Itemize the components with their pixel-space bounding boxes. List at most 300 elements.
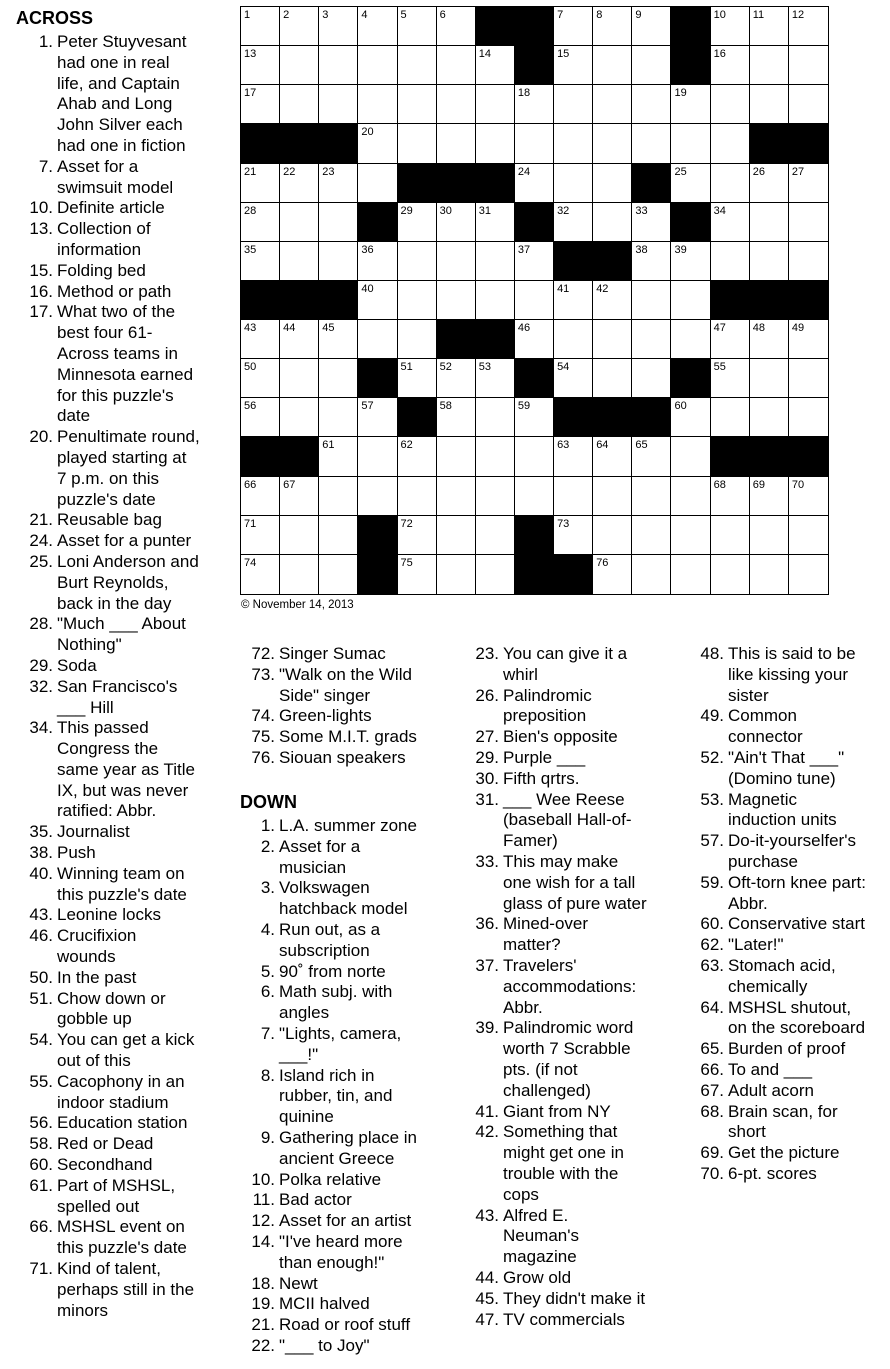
grid-cell[interactable] xyxy=(319,555,358,594)
grid-cell[interactable] xyxy=(241,320,280,359)
grid-cell[interactable] xyxy=(319,242,358,281)
clue-item[interactable] xyxy=(695,644,890,706)
clue-item[interactable] xyxy=(695,1081,890,1102)
clue-item[interactable] xyxy=(695,873,890,915)
clue-text-line: MCII halved xyxy=(279,1294,370,1314)
grid-cell[interactable] xyxy=(554,320,593,359)
grid-cell[interactable] xyxy=(476,203,515,242)
clue-item[interactable] xyxy=(246,1211,466,1232)
grid-cell[interactable] xyxy=(280,7,319,46)
clue-item[interactable] xyxy=(24,1259,234,1321)
clue-item[interactable] xyxy=(470,852,692,914)
grid-cell[interactable] xyxy=(593,477,632,516)
grid-cell[interactable] xyxy=(515,437,554,476)
grid-cell[interactable] xyxy=(789,242,828,281)
black-square xyxy=(280,437,319,476)
grid-cell[interactable] xyxy=(398,477,437,516)
grid-cell[interactable] xyxy=(398,555,437,594)
grid-cell[interactable] xyxy=(280,359,319,398)
grid-cell[interactable] xyxy=(593,359,632,398)
grid-cell[interactable] xyxy=(476,242,515,281)
clue-number: 24. xyxy=(29,531,53,551)
clue-item[interactable] xyxy=(695,1102,890,1144)
grid-cell[interactable] xyxy=(671,516,710,555)
grid-cell[interactable] xyxy=(711,477,750,516)
grid-cell[interactable] xyxy=(632,320,671,359)
grid-cell[interactable] xyxy=(280,164,319,203)
clue-item[interactable] xyxy=(246,878,466,920)
clue-item[interactable] xyxy=(246,920,466,962)
clue-item[interactable] xyxy=(24,302,234,427)
grid-cell[interactable] xyxy=(319,7,358,46)
grid-cell[interactable] xyxy=(476,124,515,163)
grid-cell[interactable] xyxy=(241,477,280,516)
grid-cell[interactable] xyxy=(241,164,280,203)
clue-item[interactable] xyxy=(695,706,890,748)
grid-cell[interactable] xyxy=(789,85,828,124)
clue-text-line: Peter Stuyvesant xyxy=(57,32,187,51)
clue-item[interactable] xyxy=(24,1217,234,1259)
grid-cell[interactable] xyxy=(554,359,593,398)
grid-cell[interactable] xyxy=(593,85,632,124)
grid-cell[interactable] xyxy=(750,164,789,203)
clue-item[interactable] xyxy=(695,956,890,998)
clue-item[interactable] xyxy=(24,864,234,906)
grid-cell[interactable] xyxy=(711,359,750,398)
clue-item[interactable] xyxy=(470,1206,692,1268)
grid-cell[interactable] xyxy=(280,555,319,594)
clue-item[interactable] xyxy=(246,727,466,748)
grid-cell[interactable] xyxy=(750,516,789,555)
grid-cell[interactable] xyxy=(711,203,750,242)
grid-cell[interactable] xyxy=(398,203,437,242)
clue-item[interactable] xyxy=(24,677,234,719)
grid-cell[interactable] xyxy=(280,516,319,555)
clue-item[interactable] xyxy=(470,1122,692,1205)
grid-cell[interactable] xyxy=(241,555,280,594)
grid-cell[interactable] xyxy=(789,477,828,516)
grid-cell[interactable] xyxy=(789,7,828,46)
clue-text-line: best four 61- xyxy=(57,323,153,343)
grid-cell[interactable] xyxy=(593,7,632,46)
clue-item[interactable] xyxy=(246,1315,466,1336)
clue-item[interactable] xyxy=(24,968,234,989)
grid-cell[interactable] xyxy=(711,124,750,163)
grid-cell[interactable] xyxy=(476,85,515,124)
grid-cell[interactable] xyxy=(437,203,476,242)
grid-cell[interactable] xyxy=(554,7,593,46)
grid-cell[interactable] xyxy=(711,555,750,594)
grid-cell[interactable] xyxy=(437,516,476,555)
clue-item[interactable] xyxy=(24,531,234,552)
clue-text-line: Do-it-yourselfer's xyxy=(728,831,856,851)
grid-cell[interactable] xyxy=(398,281,437,320)
grid-cell[interactable] xyxy=(671,398,710,437)
grid-cell[interactable] xyxy=(437,46,476,85)
clue-item[interactable] xyxy=(24,282,234,303)
grid-cell[interactable] xyxy=(632,359,671,398)
clue-item[interactable] xyxy=(470,769,692,790)
clue-text-line: Something that xyxy=(503,1122,618,1142)
clue-item[interactable] xyxy=(695,1060,890,1081)
clue-item[interactable] xyxy=(246,962,466,983)
clue-item[interactable] xyxy=(470,790,692,852)
grid-cell[interactable] xyxy=(437,124,476,163)
crossword-grid[interactable] xyxy=(240,6,829,595)
grid-cell[interactable] xyxy=(671,281,710,320)
grid-cell[interactable] xyxy=(593,555,632,594)
clue-item[interactable] xyxy=(470,748,692,769)
grid-cell[interactable] xyxy=(241,203,280,242)
clue-text-line: ___ Wee Reese xyxy=(503,789,625,809)
clue-item[interactable] xyxy=(24,510,234,531)
grid-cell[interactable] xyxy=(241,398,280,437)
grid-cell[interactable] xyxy=(241,516,280,555)
grid-cell[interactable] xyxy=(632,516,671,555)
grid-cell[interactable] xyxy=(671,477,710,516)
clue-item[interactable] xyxy=(470,914,692,956)
clue-item[interactable] xyxy=(24,1072,234,1114)
clue-item[interactable] xyxy=(246,1232,466,1274)
clue-item[interactable] xyxy=(246,1170,466,1191)
clue-item[interactable] xyxy=(695,1039,890,1060)
clue-item[interactable] xyxy=(470,686,692,728)
grid-cell[interactable] xyxy=(554,281,593,320)
grid-cell[interactable] xyxy=(319,85,358,124)
grid-cell[interactable] xyxy=(750,359,789,398)
grid-cell[interactable] xyxy=(789,164,828,203)
clue-item[interactable] xyxy=(470,956,692,1018)
grid-cell[interactable] xyxy=(515,477,554,516)
grid-cell[interactable] xyxy=(437,437,476,476)
grid-cell[interactable] xyxy=(358,164,397,203)
grid-cell[interactable] xyxy=(789,398,828,437)
grid-cell[interactable] xyxy=(358,124,397,163)
clue-item[interactable] xyxy=(695,1143,890,1164)
clue-item[interactable] xyxy=(24,905,234,926)
grid-cell[interactable] xyxy=(750,477,789,516)
grid-cell[interactable] xyxy=(476,516,515,555)
clue-item[interactable] xyxy=(695,790,890,832)
grid-cell[interactable] xyxy=(515,281,554,320)
grid-cell[interactable] xyxy=(671,320,710,359)
grid-cell[interactable] xyxy=(593,281,632,320)
grid-cell[interactable] xyxy=(398,320,437,359)
clue-item[interactable] xyxy=(24,427,234,510)
grid-cell[interactable] xyxy=(280,203,319,242)
grid-cell[interactable] xyxy=(632,242,671,281)
grid-cell[interactable] xyxy=(398,516,437,555)
clue-text-line: Oft-torn knee part: xyxy=(728,872,866,892)
grid-cell[interactable] xyxy=(280,242,319,281)
grid-cell[interactable] xyxy=(241,85,280,124)
cell-number: 5 xyxy=(400,9,407,21)
grid-cell[interactable] xyxy=(711,7,750,46)
grid-cell[interactable] xyxy=(711,46,750,85)
clue-number: 9. xyxy=(260,1127,275,1147)
grid-cell[interactable] xyxy=(554,203,593,242)
grid-cell[interactable] xyxy=(437,281,476,320)
grid-cell[interactable] xyxy=(789,555,828,594)
grid-cell[interactable] xyxy=(711,516,750,555)
clue-item[interactable] xyxy=(695,914,890,935)
grid-cell[interactable] xyxy=(632,85,671,124)
clue-item[interactable] xyxy=(24,1113,234,1134)
clue-item[interactable] xyxy=(470,1268,692,1289)
clue-item[interactable] xyxy=(246,748,466,769)
clue-item[interactable] xyxy=(24,822,234,843)
clue-text-line: ___ Hill xyxy=(57,697,114,717)
clue-item[interactable] xyxy=(24,261,234,282)
clue-item[interactable] xyxy=(24,198,234,219)
grid-cell[interactable] xyxy=(398,124,437,163)
clue-item[interactable] xyxy=(24,614,234,656)
grid-cell[interactable] xyxy=(554,85,593,124)
clue-item[interactable] xyxy=(246,1294,466,1315)
grid-cell[interactable] xyxy=(711,242,750,281)
clue-item[interactable] xyxy=(246,644,466,665)
grid-cell[interactable] xyxy=(632,555,671,594)
grid-cell[interactable] xyxy=(398,242,437,281)
grid-cell[interactable] xyxy=(437,85,476,124)
grid-cell[interactable] xyxy=(398,46,437,85)
grid-cell[interactable] xyxy=(593,46,632,85)
grid-cell[interactable] xyxy=(437,242,476,281)
grid-cell[interactable] xyxy=(358,437,397,476)
grid-cell[interactable] xyxy=(476,281,515,320)
grid-cell[interactable] xyxy=(319,164,358,203)
grid-cell[interactable] xyxy=(476,46,515,85)
grid-cell[interactable] xyxy=(632,281,671,320)
clue-text-line: perhaps still in the xyxy=(57,1279,195,1299)
clue-item[interactable] xyxy=(470,644,692,686)
grid-cell[interactable] xyxy=(593,437,632,476)
grid-cell[interactable] xyxy=(632,203,671,242)
clue-item[interactable] xyxy=(24,989,234,1031)
grid-cell[interactable] xyxy=(437,359,476,398)
clue-text-line: angles xyxy=(279,1003,330,1023)
clue-item[interactable] xyxy=(695,748,890,790)
clue-item[interactable] xyxy=(24,1176,234,1218)
grid-cell[interactable] xyxy=(593,320,632,359)
grid-cell[interactable] xyxy=(554,164,593,203)
clue-text-line: wounds xyxy=(57,947,116,967)
grid-cell[interactable] xyxy=(241,359,280,398)
clue-text-line: Penultimate round, xyxy=(57,427,200,447)
grid-cell[interactable] xyxy=(437,398,476,437)
clue-number: 40. xyxy=(29,863,53,883)
grid-cell[interactable] xyxy=(789,203,828,242)
cell-number: 10 xyxy=(713,9,726,21)
clue-item[interactable] xyxy=(24,1030,234,1072)
grid-cell[interactable] xyxy=(280,477,319,516)
grid-cell[interactable] xyxy=(358,398,397,437)
grid-cell[interactable] xyxy=(593,203,632,242)
grid-cell[interactable] xyxy=(476,359,515,398)
clue-item[interactable] xyxy=(695,831,890,873)
grid-cell[interactable] xyxy=(437,477,476,516)
grid-cell[interactable] xyxy=(750,46,789,85)
clue-number: 42. xyxy=(475,1122,499,1142)
clue-text-line: ___!" xyxy=(279,1044,319,1064)
grid-cell[interactable] xyxy=(554,46,593,85)
grid-cell[interactable] xyxy=(789,359,828,398)
grid-cell[interactable] xyxy=(671,555,710,594)
clue-item[interactable] xyxy=(24,32,234,157)
grid-cell[interactable] xyxy=(319,46,358,85)
clue-item[interactable] xyxy=(695,935,890,956)
grid-cell[interactable] xyxy=(593,164,632,203)
grid-cell[interactable] xyxy=(554,477,593,516)
grid-cell[interactable] xyxy=(671,164,710,203)
clue-item[interactable] xyxy=(246,837,466,879)
grid-cell[interactable] xyxy=(280,46,319,85)
clue-number: 45. xyxy=(475,1288,499,1308)
grid-cell[interactable] xyxy=(789,320,828,359)
grid-cell[interactable] xyxy=(711,320,750,359)
clue-item[interactable] xyxy=(24,157,234,199)
grid-cell[interactable] xyxy=(750,85,789,124)
clue-item[interactable] xyxy=(470,1289,692,1310)
clue-text-line: Leonine locks xyxy=(57,905,161,925)
cell-number: 57 xyxy=(361,400,374,413)
grid-cell[interactable] xyxy=(358,85,397,124)
grid-cell[interactable] xyxy=(437,555,476,594)
grid-cell[interactable] xyxy=(280,320,319,359)
grid-cell[interactable] xyxy=(750,7,789,46)
black-square xyxy=(632,398,671,437)
grid-cell[interactable] xyxy=(398,359,437,398)
cell-number: 66 xyxy=(244,478,257,491)
grid-cell[interactable] xyxy=(515,398,554,437)
clue-item[interactable] xyxy=(470,727,692,748)
grid-cell[interactable] xyxy=(319,320,358,359)
grid-cell[interactable] xyxy=(280,85,319,124)
clue-item[interactable] xyxy=(695,1164,890,1185)
clue-item[interactable] xyxy=(246,665,466,707)
grid-cell[interactable] xyxy=(241,46,280,85)
cell-number: 67 xyxy=(283,478,296,491)
grid-cell[interactable] xyxy=(319,437,358,476)
clue-item[interactable] xyxy=(246,706,466,727)
clue-number: 48. xyxy=(700,644,724,663)
grid-cell[interactable] xyxy=(593,124,632,163)
clue-item[interactable] xyxy=(246,982,466,1024)
clue-item[interactable] xyxy=(24,926,234,968)
grid-cell[interactable] xyxy=(358,242,397,281)
grid-cell[interactable] xyxy=(437,7,476,46)
grid-cell[interactable] xyxy=(632,437,671,476)
grid-cell[interactable] xyxy=(671,437,710,476)
grid-cell[interactable] xyxy=(750,242,789,281)
grid-cell[interactable] xyxy=(241,242,280,281)
clue-item[interactable] xyxy=(24,656,234,677)
clue-text-line: accommodations: xyxy=(503,976,637,996)
grid-cell[interactable] xyxy=(515,320,554,359)
grid-cell[interactable] xyxy=(750,203,789,242)
grid-cell[interactable] xyxy=(319,516,358,555)
grid-cell[interactable] xyxy=(789,516,828,555)
grid-cell[interactable] xyxy=(515,164,554,203)
clue-text-line: purchase xyxy=(728,851,798,871)
clue-item[interactable] xyxy=(246,1128,466,1170)
grid-cell[interactable] xyxy=(280,398,319,437)
grid-cell[interactable] xyxy=(476,437,515,476)
grid-cell[interactable] xyxy=(476,555,515,594)
grid-cell[interactable] xyxy=(398,437,437,476)
grid-cell[interactable] xyxy=(750,555,789,594)
clue-text-line: John Silver each xyxy=(57,115,183,135)
grid-cell[interactable] xyxy=(398,85,437,124)
clue-item[interactable] xyxy=(246,1336,466,1357)
grid-cell[interactable] xyxy=(632,46,671,85)
grid-cell[interactable] xyxy=(671,85,710,124)
clue-item[interactable] xyxy=(246,1274,466,1295)
clue-item[interactable] xyxy=(24,219,234,261)
clue-item[interactable] xyxy=(246,816,466,837)
grid-cell[interactable] xyxy=(750,320,789,359)
grid-cell[interactable] xyxy=(789,46,828,85)
clue-item[interactable] xyxy=(24,1134,234,1155)
grid-cell[interactable] xyxy=(515,85,554,124)
grid-cell[interactable] xyxy=(358,281,397,320)
grid-cell[interactable] xyxy=(554,437,593,476)
clue-item[interactable] xyxy=(24,718,234,822)
grid-cell[interactable] xyxy=(671,242,710,281)
clue-text-line: trouble with the xyxy=(503,1163,619,1183)
grid-cell[interactable] xyxy=(476,398,515,437)
grid-cell[interactable] xyxy=(632,477,671,516)
grid-cell[interactable] xyxy=(319,477,358,516)
grid-cell[interactable] xyxy=(476,477,515,516)
black-square xyxy=(515,203,554,242)
clue-item[interactable] xyxy=(246,1024,466,1066)
grid-cell[interactable] xyxy=(671,124,710,163)
grid-cell[interactable] xyxy=(632,7,671,46)
grid-cell[interactable] xyxy=(358,7,397,46)
grid-cell[interactable] xyxy=(319,203,358,242)
grid-cell[interactable] xyxy=(319,398,358,437)
clue-item[interactable] xyxy=(695,998,890,1040)
grid-cell[interactable] xyxy=(358,46,397,85)
grid-cell[interactable] xyxy=(750,398,789,437)
grid-cell[interactable] xyxy=(358,320,397,359)
clue-item[interactable] xyxy=(24,843,234,864)
grid-cell[interactable] xyxy=(398,7,437,46)
grid-cell[interactable] xyxy=(515,124,554,163)
grid-cell[interactable] xyxy=(554,516,593,555)
black-square xyxy=(319,281,358,320)
grid-cell[interactable] xyxy=(632,124,671,163)
grid-cell[interactable] xyxy=(319,359,358,398)
clue-item[interactable] xyxy=(470,1018,692,1101)
clue-item[interactable] xyxy=(470,1102,692,1123)
grid-cell[interactable] xyxy=(593,516,632,555)
clue-text-line: This passed xyxy=(57,718,149,738)
grid-cell[interactable] xyxy=(711,398,750,437)
grid-cell[interactable] xyxy=(515,242,554,281)
clue-item[interactable] xyxy=(246,1066,466,1128)
grid-cell[interactable] xyxy=(711,164,750,203)
clue-item[interactable] xyxy=(470,1310,692,1331)
clue-item[interactable] xyxy=(24,1155,234,1176)
grid-cell[interactable] xyxy=(241,7,280,46)
clue-item[interactable] xyxy=(246,1190,466,1211)
grid-cell[interactable] xyxy=(711,85,750,124)
clue-item[interactable] xyxy=(24,552,234,614)
grid-cell[interactable] xyxy=(554,124,593,163)
grid-cell[interactable] xyxy=(358,477,397,516)
